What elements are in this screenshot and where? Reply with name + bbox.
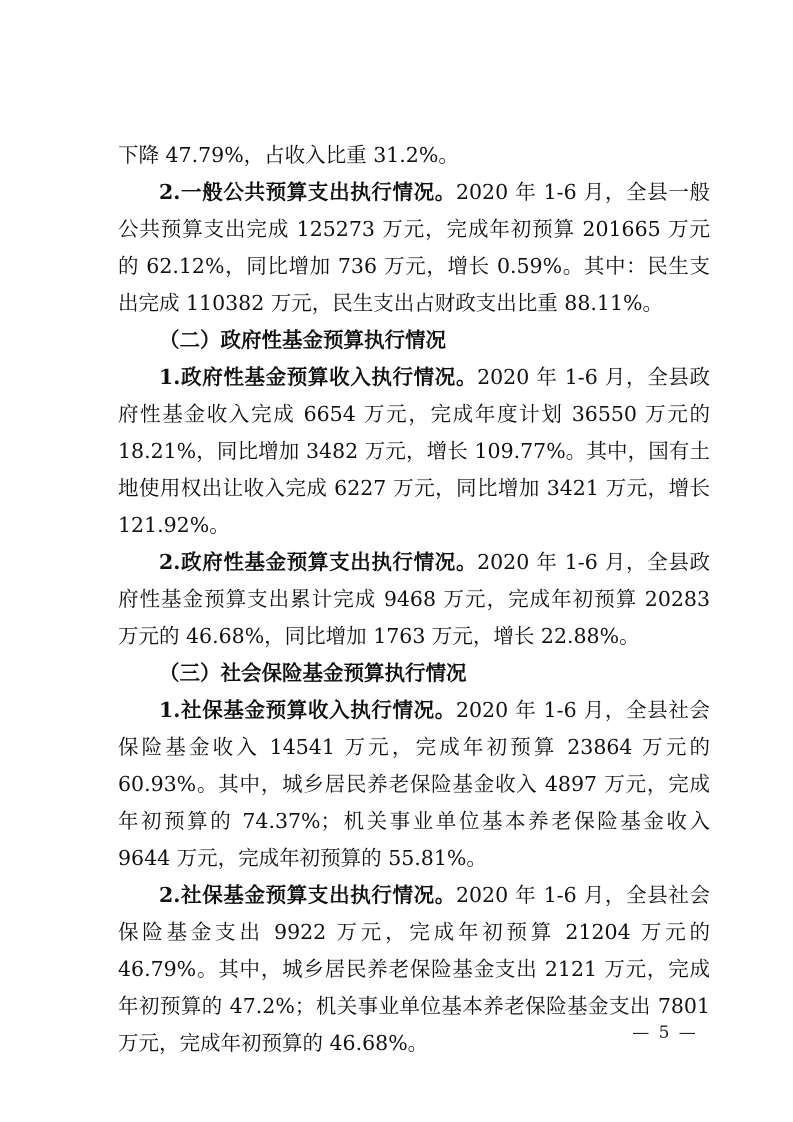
paragraph-text: 下降 47.79%，占收入比重 31.2%。	[118, 143, 459, 167]
paragraph-gov-fund-expenditure	[118, 544, 710, 655]
paragraph-text: 2020 年 1-6 月，全县社会保险基金收入 14541 万元，完成年初预算 23864 万元的 60.93%。其中，城乡居民养老保险基金收入 4897 万元，完成年初预算的 74.37%；机关事业单位基本养老保险基金收入 9644 万元，完成年初预算的 55.81%。	[118, 698, 710, 870]
paragraph-lead: 2.政府性基金预算支出执行情况。	[159, 550, 478, 574]
paragraph-text: 2020 年 1-6 月，全县社会保险基金支出 9922 万元，完成年初预算 21204 万元的 46.79%。其中，城乡居民养老保险基金支出 2121 万元，完成年初预算的 47.2%；机关事业单位基本养老保险基金支出 7801 万元，完成年初预算的 46.68%。	[118, 883, 710, 1055]
paragraph-lead: 2.一般公共预算支出执行情况。	[159, 180, 456, 204]
section-heading-text: （三）社会保险基金预算执行情况	[159, 661, 467, 685]
paragraph-lead: 2.社保基金预算支出执行情况。	[159, 883, 456, 907]
paragraph-lead: 1.政府性基金预算收入执行情况。	[159, 365, 478, 389]
paragraph-continuation	[118, 137, 710, 174]
section-heading-text: （二）政府性基金预算执行情况	[159, 328, 446, 352]
page-number: — 5 —	[632, 1023, 698, 1043]
section-heading-government-fund	[118, 322, 710, 359]
paragraph-text: 2020 年 1-6 月，全县政府性基金收入完成 6654 万元，完成年度计划 36550 万元的 18.21%，同比增加 3482 万元，增长 109.77%。其中，国有土地使用权出让收入完成 6227 万元，同比增加 3421 万元，增长 121.92%。	[118, 365, 710, 537]
paragraph-social-fund-revenue	[118, 692, 710, 877]
paragraph-text: 2020 年 1-6 月，全县政府性基金预算支出累计完成 9468 万元，完成年初预算 20283 万元的 46.68%，同比增加 1763 万元，增长 22.88%。	[118, 550, 710, 648]
paragraph-general-budget-expenditure	[118, 174, 710, 322]
section-heading-social-insurance-fund	[118, 655, 710, 692]
paragraph-text: 2020 年 1-6 月，全县一般公共预算支出完成 125273 万元，完成年初预算 201665 万元的 62.12%，同比增加 736 万元，增长 0.59%。其中：民生支出完成 110382 万元，民生支出占财政支出比重 88.11%。	[118, 180, 710, 315]
body-text	[118, 137, 710, 1062]
paragraph-gov-fund-revenue	[118, 359, 710, 544]
paragraph-lead: 1.社保基金预算收入执行情况。	[159, 698, 456, 722]
